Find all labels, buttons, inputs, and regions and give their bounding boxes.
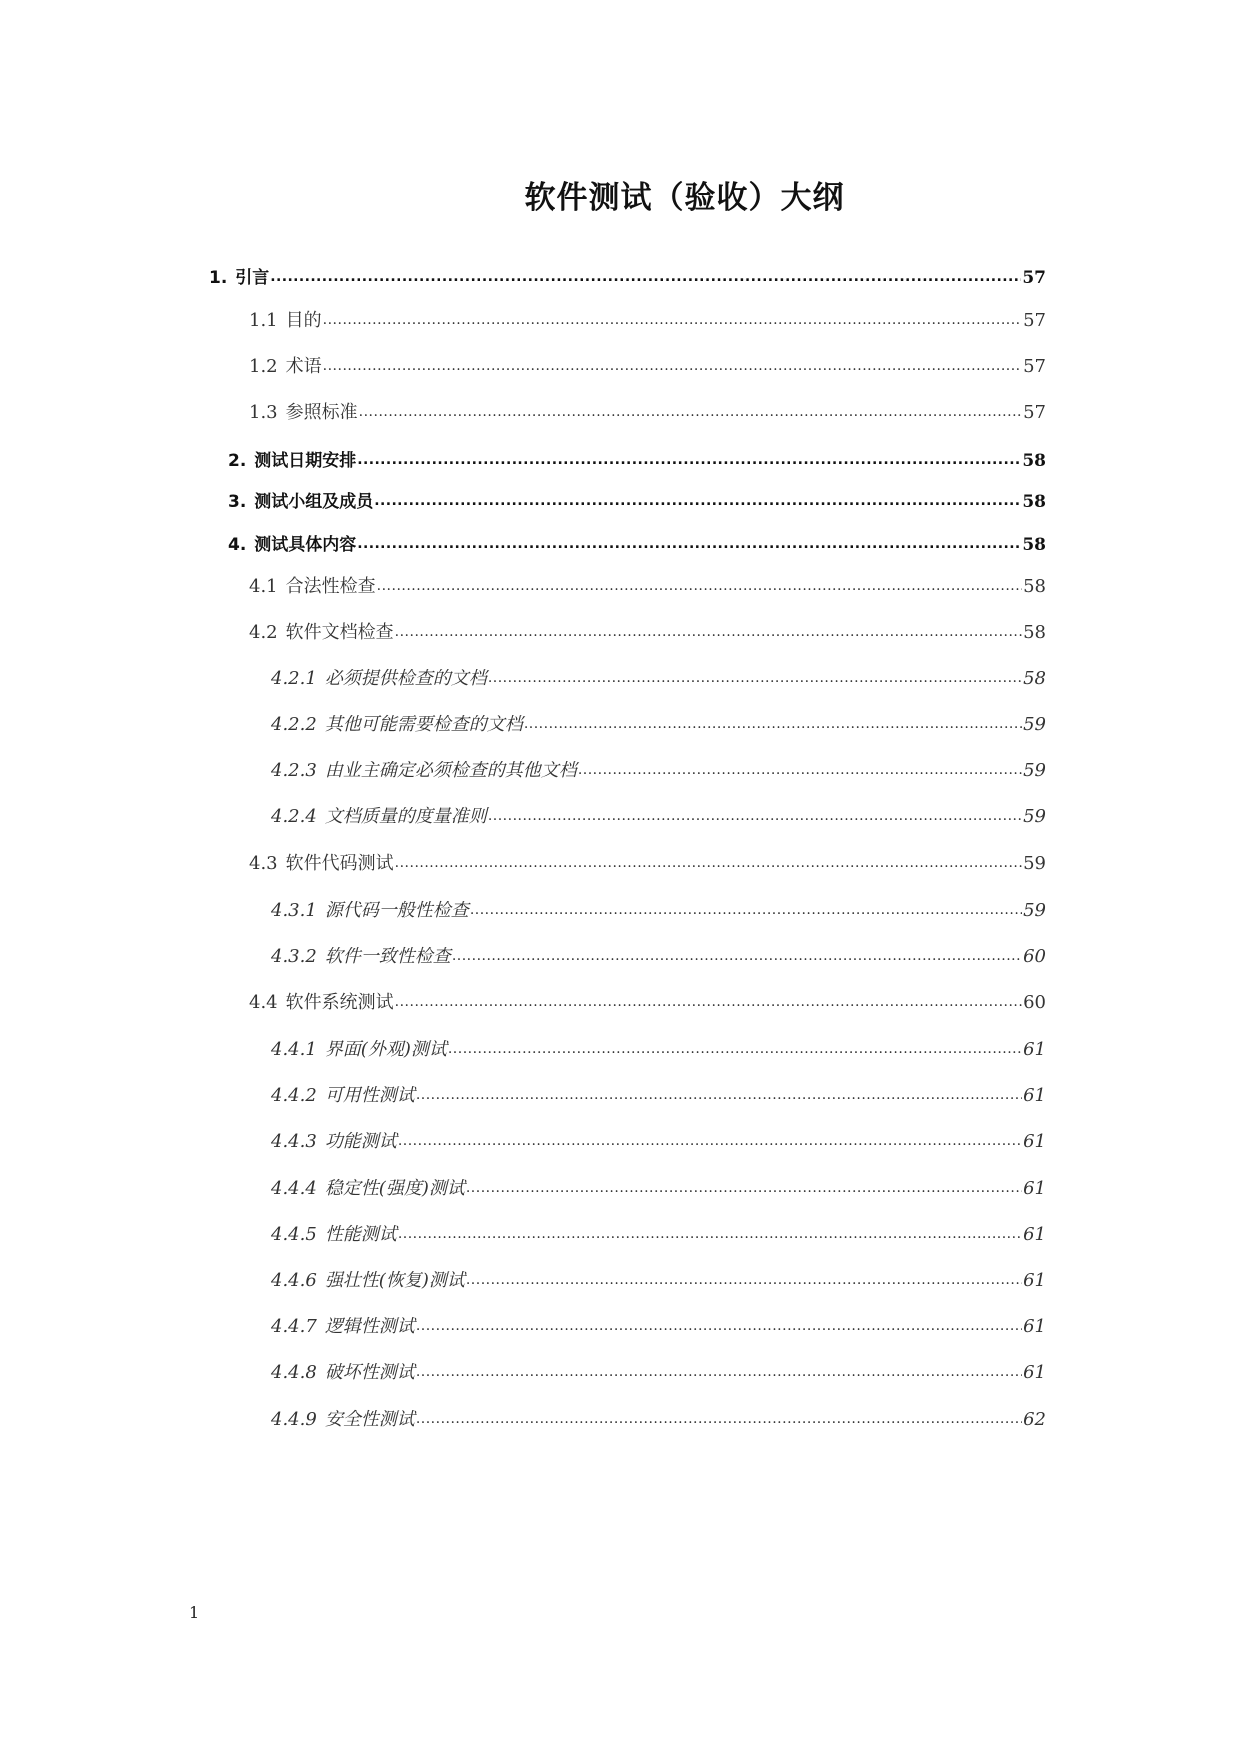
toc-entry[interactable]: [271, 756, 1046, 782]
dot-leader: [395, 620, 1022, 638]
toc-entry[interactable]: [271, 802, 1046, 828]
toc-entry-title: 其他可能需要检查的文档: [324, 714, 523, 735]
toc-entry-number: 4.: [228, 535, 247, 555]
dot-leader: [466, 1176, 1022, 1194]
toc-entry-page: 57: [1023, 402, 1046, 423]
toc-entry-title: 功能测试: [324, 1131, 397, 1152]
toc-entry[interactable]: [271, 896, 1046, 922]
toc-entry[interactable]: [271, 1312, 1046, 1338]
toc-entry[interactable]: [271, 710, 1046, 736]
toc-entry-page: 58: [1022, 451, 1046, 471]
toc-entry[interactable]: [209, 263, 1046, 289]
toc-entry-number: 4.2: [249, 622, 278, 643]
dot-leader: [323, 354, 1022, 372]
toc-entry[interactable]: [249, 398, 1046, 424]
toc-entry-number: 4.2.4: [271, 806, 317, 827]
toc-entry[interactable]: [271, 1220, 1046, 1246]
toc-entry-number: 1.2: [249, 356, 278, 377]
toc-entry-title: 测试日期安排: [254, 451, 357, 471]
toc-entry-page: 58: [1023, 576, 1046, 597]
toc-entry-page: 61: [1023, 1085, 1046, 1106]
dot-leader: [395, 990, 1022, 1008]
dot-leader: [416, 1314, 1022, 1332]
dot-leader: [470, 898, 1022, 916]
toc-entry-page: 61: [1023, 1316, 1046, 1337]
toc-entry-number: 4.4.8: [271, 1362, 317, 1383]
toc-entry-number: 4.4.9: [271, 1409, 317, 1430]
toc-entry-title: 性能测试: [324, 1224, 397, 1245]
toc-entry-title: 软件系统测试: [285, 992, 394, 1013]
toc-entry-title: 术语: [285, 356, 322, 377]
toc-entry-page: 62: [1023, 1409, 1046, 1430]
toc-entry-page: 58: [1023, 668, 1046, 689]
toc-entry-number: 4.4.2: [271, 1085, 317, 1106]
dot-leader: [578, 758, 1022, 776]
toc-entry-page: 61: [1023, 1131, 1046, 1152]
toc-entry-number: 4.4.5: [271, 1224, 317, 1245]
toc-entry-number: 3.: [228, 492, 247, 512]
toc-entry[interactable]: [249, 849, 1046, 875]
toc-entry-number: 4.3.1: [271, 900, 317, 921]
toc-entry-page: 57: [1023, 356, 1046, 377]
toc-entry-page: 61: [1023, 1039, 1046, 1060]
toc-entry-title: 软件一致性检查: [324, 946, 451, 967]
dot-leader: [448, 1037, 1022, 1055]
dot-leader: [374, 489, 1021, 507]
toc-entry[interactable]: [271, 1035, 1046, 1061]
toc-entry[interactable]: [249, 352, 1046, 378]
toc-entry-page: 59: [1023, 760, 1046, 781]
toc-entry[interactable]: [271, 1081, 1046, 1107]
toc-entry-title: 目的: [285, 310, 322, 331]
toc-entry-page: 59: [1023, 714, 1046, 735]
toc-entry-number: 4.2.1: [271, 668, 317, 689]
toc-entry-number: 4.4.1: [271, 1039, 317, 1060]
toc-entry[interactable]: [271, 664, 1046, 690]
toc-entry-number: 4.4: [249, 992, 278, 1013]
dot-leader: [416, 1360, 1022, 1378]
toc-entry-page: 57: [1022, 268, 1046, 288]
toc-entry-number: 1.3: [249, 402, 278, 423]
dot-leader: [377, 574, 1022, 592]
toc-entry-number: 4.2.3: [271, 760, 317, 781]
dot-leader: [395, 851, 1022, 869]
dot-leader: [488, 804, 1022, 822]
toc-entry-number: 4.4.6: [271, 1270, 317, 1291]
dot-leader: [357, 448, 1021, 466]
toc-entry-number: 1.: [209, 268, 228, 288]
dot-leader: [398, 1222, 1022, 1240]
dot-leader: [416, 1083, 1022, 1101]
toc-entry-title: 引言: [235, 268, 270, 288]
toc-entry-title: 软件代码测试: [285, 853, 394, 874]
dot-leader: [488, 666, 1022, 684]
toc-entry[interactable]: [271, 1405, 1046, 1431]
toc-entry-title: 界面(外观)测试: [324, 1039, 447, 1060]
toc-entry[interactable]: [271, 942, 1046, 968]
toc-entry-page: 61: [1023, 1362, 1046, 1383]
toc-entry[interactable]: [228, 446, 1046, 472]
dot-leader: [359, 400, 1022, 418]
toc-entry-title: 参照标准: [285, 402, 358, 423]
toc-entry-page: 58: [1022, 535, 1046, 555]
toc-entry-number: 4.4.3: [271, 1131, 317, 1152]
toc-entry-page: 58: [1022, 492, 1046, 512]
toc-entry-title: 测试具体内容: [254, 535, 357, 555]
toc-entry-page: 59: [1023, 853, 1046, 874]
toc-entry-page: 60: [1023, 992, 1046, 1013]
toc-entry-title: 测试小组及成员: [254, 492, 374, 512]
toc-entry-page: 61: [1023, 1270, 1046, 1291]
toc-entry[interactable]: [228, 487, 1046, 513]
toc-entry-number: 4.4.7: [271, 1316, 317, 1337]
toc-entry-number: 2.: [228, 451, 247, 471]
toc-entry-title: 软件文档检查: [285, 622, 394, 643]
dot-leader: [466, 1268, 1022, 1286]
dot-leader: [398, 1129, 1022, 1147]
toc-entry-page: 60: [1023, 946, 1046, 967]
toc-entry-title: 稳定性(强度)测试: [324, 1178, 465, 1199]
toc-entry-title: 源代码一般性检查: [324, 900, 469, 921]
toc-entry[interactable]: [271, 1127, 1046, 1153]
toc-entry[interactable]: [249, 618, 1046, 644]
toc-entry-page: 57: [1023, 310, 1046, 331]
toc-entry[interactable]: [249, 306, 1046, 332]
toc-entry-title: 合法性检查: [285, 576, 376, 597]
toc-entry-page: 59: [1023, 900, 1046, 921]
toc-entry-title: 安全性测试: [324, 1409, 415, 1430]
toc-entry-title: 逻辑性测试: [324, 1316, 415, 1337]
dot-leader: [323, 308, 1022, 326]
toc-entry-number: 1.1: [249, 310, 278, 331]
toc-entry[interactable]: [271, 1266, 1046, 1292]
toc-entry[interactable]: [249, 988, 1046, 1014]
toc-entry-page: 61: [1023, 1178, 1046, 1199]
toc-entry-page: 61: [1023, 1224, 1046, 1245]
toc-entry-title: 可用性测试: [324, 1085, 415, 1106]
toc-entry[interactable]: [271, 1358, 1046, 1384]
dot-leader: [524, 712, 1022, 730]
toc-entry-page: 59: [1023, 806, 1046, 827]
toc-entry-number: 4.3.2: [271, 946, 317, 967]
toc-entry-title: 强壮性(恢复)测试: [324, 1270, 465, 1291]
toc-entry-number: 4.4.4: [271, 1178, 317, 1199]
dot-leader: [416, 1407, 1022, 1425]
toc-entry[interactable]: [271, 1174, 1046, 1200]
toc-entry-number: 4.1: [249, 576, 278, 597]
toc-entry-page: 58: [1023, 622, 1046, 643]
dot-leader: [270, 265, 1021, 283]
toc-entry-title: 文档质量的度量准则: [324, 806, 487, 827]
toc-entry[interactable]: [228, 530, 1046, 556]
toc-entry-number: 4.3: [249, 853, 278, 874]
toc-entry[interactable]: [249, 572, 1046, 598]
toc-entry-title: 必须提供检查的文档: [324, 668, 487, 689]
document-title: 软件测试（验收）大纲: [524, 180, 845, 216]
dot-leader: [357, 532, 1021, 550]
toc-entry-title: 破坏性测试: [324, 1362, 415, 1383]
dot-leader: [452, 944, 1022, 962]
toc-entry-title: 由业主确定必须检查的其他文档: [324, 760, 577, 781]
page-number: 1: [189, 1603, 200, 1622]
toc-entry-number: 4.2.2: [271, 714, 317, 735]
